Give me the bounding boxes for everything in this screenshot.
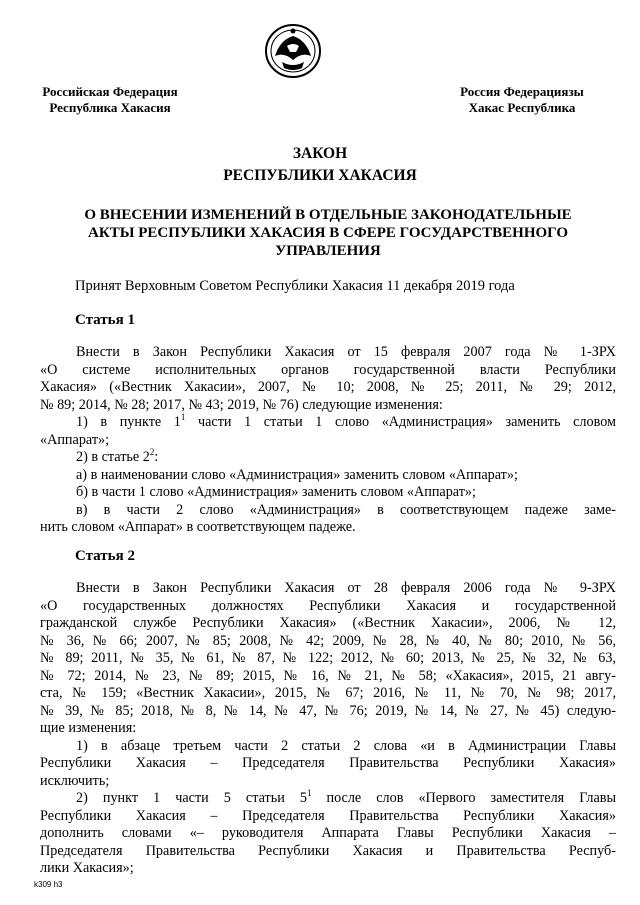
law-subject (40, 206, 616, 260)
article2-heading: Статья 2 (75, 548, 135, 564)
article2-line: гражданской службе Республики Хакасия» («Вестник Хакасии», 2006, № 12, (40, 615, 616, 631)
article1-line: «О системе исполнительных органов государственной власти Республики (40, 361, 616, 378)
article1-heading: Статья 1 (75, 312, 135, 328)
article2-body (40, 580, 616, 878)
article1-item2: 2) в статье $2^2$: (76, 447, 159, 465)
header-right-line2: Хакас Республика (468, 100, 576, 115)
article2-item1-line: Республики Хакасия – Председателя Правительства Республики Хакасия» (40, 755, 616, 771)
header-right-line1: Россия Федерациязы (460, 84, 584, 99)
article2-line: ста, № 159; «Вестник Хакасии», 2015, № 67; 2016, № 11, № 70, № 98; 2017, (40, 685, 616, 701)
article2-line: «О государственных должностях Республики Хакасия и государственной (40, 597, 616, 614)
article1-item1-line2: «Аппарат»; (40, 431, 110, 448)
document-title-line1: ЗАКОН (292, 145, 348, 162)
article2-item2-line: Председателя Правительства Республики Хакасия и Правительства Респуб- (40, 842, 616, 859)
article2-item2-line: лики Хакасия»; (40, 860, 134, 876)
header-left-line1: Российская Федерация (42, 84, 178, 99)
law-subject-line3: УПРАВЛЕНИЯ (275, 243, 381, 259)
article2-item2-line1: 2) пункт 1 части 5 статьи $5^1$ после слов «Первого заместителя Главы (76, 788, 616, 806)
header-right (442, 84, 602, 116)
article1-item2c-line2: нить словом «Аппарат» в соответствующем падеже. (40, 519, 356, 535)
article2-line: № 89; 2011, № 35, № 61, № 87, № 122; 2012, № 60; 2013, № 25, № 32, № 63, (40, 650, 616, 666)
article2-item2-line: дополнить словами «– руководителя Аппарата Главы Республики Хакасия – (40, 825, 616, 841)
article2-item1-line: 1) в абзаце третьем части 2 статьи 2 слова «и в Администрации Главы (76, 737, 616, 754)
article2-line: щие изменения: (40, 720, 137, 736)
law-subject-line1: О ВНЕСЕНИИ ИЗМЕНЕНИЙ В ОТДЕЛЬНЫЕ ЗАКОНОДАТЕЛЬНЫЕ (84, 207, 572, 223)
article2-line: № 36, № 66; 2007, № 85; 2008, № 42; 2009, № 28, № 40, № 80; 2010, № 56, (40, 632, 616, 649)
article2-line: Внести в Закон Республики Хакасия от 28 февраля 2006 года № 9-ЗРХ (76, 580, 616, 596)
article2-line: № 72; 2014, № 23, № 89; 2015, № 16, № 21, № 58; «Хакасия», 2015, 21 авгу- (40, 667, 616, 684)
article2-item1-line: исключить; (40, 772, 110, 789)
article2-line: № 39, № 85; 2018, № 8, № 14, № 47, № 76; 2019, № 14, № 27, № 45) следую- (40, 702, 616, 719)
header-left-line2: Республика Хакасия (49, 100, 171, 115)
article1-item2a: а) в наименовании слово «Администрация» заменить словом «Аппарат»; (76, 466, 518, 483)
header-left (30, 84, 190, 116)
coat-of-arms-icon (262, 22, 324, 80)
document-title-line2: РЕСПУБЛИКИ ХАКАСИЯ (223, 167, 417, 184)
article2-item2-line: Республики Хакасия – Председателя Правительства Республики Хакасия» (40, 807, 616, 824)
article1-line: № 89; 2014, № 28; 2017, № 43; 2019, № 76) следующие изменения: (40, 396, 443, 413)
adoption-note: Принят Верховным Советом Республики Хакасия 11 декабря 2019 года (75, 278, 515, 294)
article1-item2b: б) в части 1 слово «Администрация» заменить словом «Аппарат»; (76, 484, 476, 500)
article1-item1-line1: 1) в пункте $1^1$ части 1 статьи 1 слово «Администрация» заменить словом (76, 412, 616, 430)
footer-code: k309 h3 (34, 880, 63, 889)
article1-body (40, 344, 616, 537)
law-subject-line2: АКТЫ РЕСПУБЛИКИ ХАКАСИЯ В СФЕРЕ ГОСУДАРСТВЕННОГО (88, 225, 568, 241)
article1-line: Внести в Закон Республики Хакасия от 15 февраля 2007 года № 1-ЗРХ (76, 344, 616, 360)
article1-item2c-line1: в) в части 2 слово «Администрация» в соответствующем падеже заме- (76, 501, 616, 518)
article1-line: Хакасия» («Вестник Хакасии», 2007, № 10; 2008, № 25; 2011, № 29; 2012, (40, 379, 616, 395)
